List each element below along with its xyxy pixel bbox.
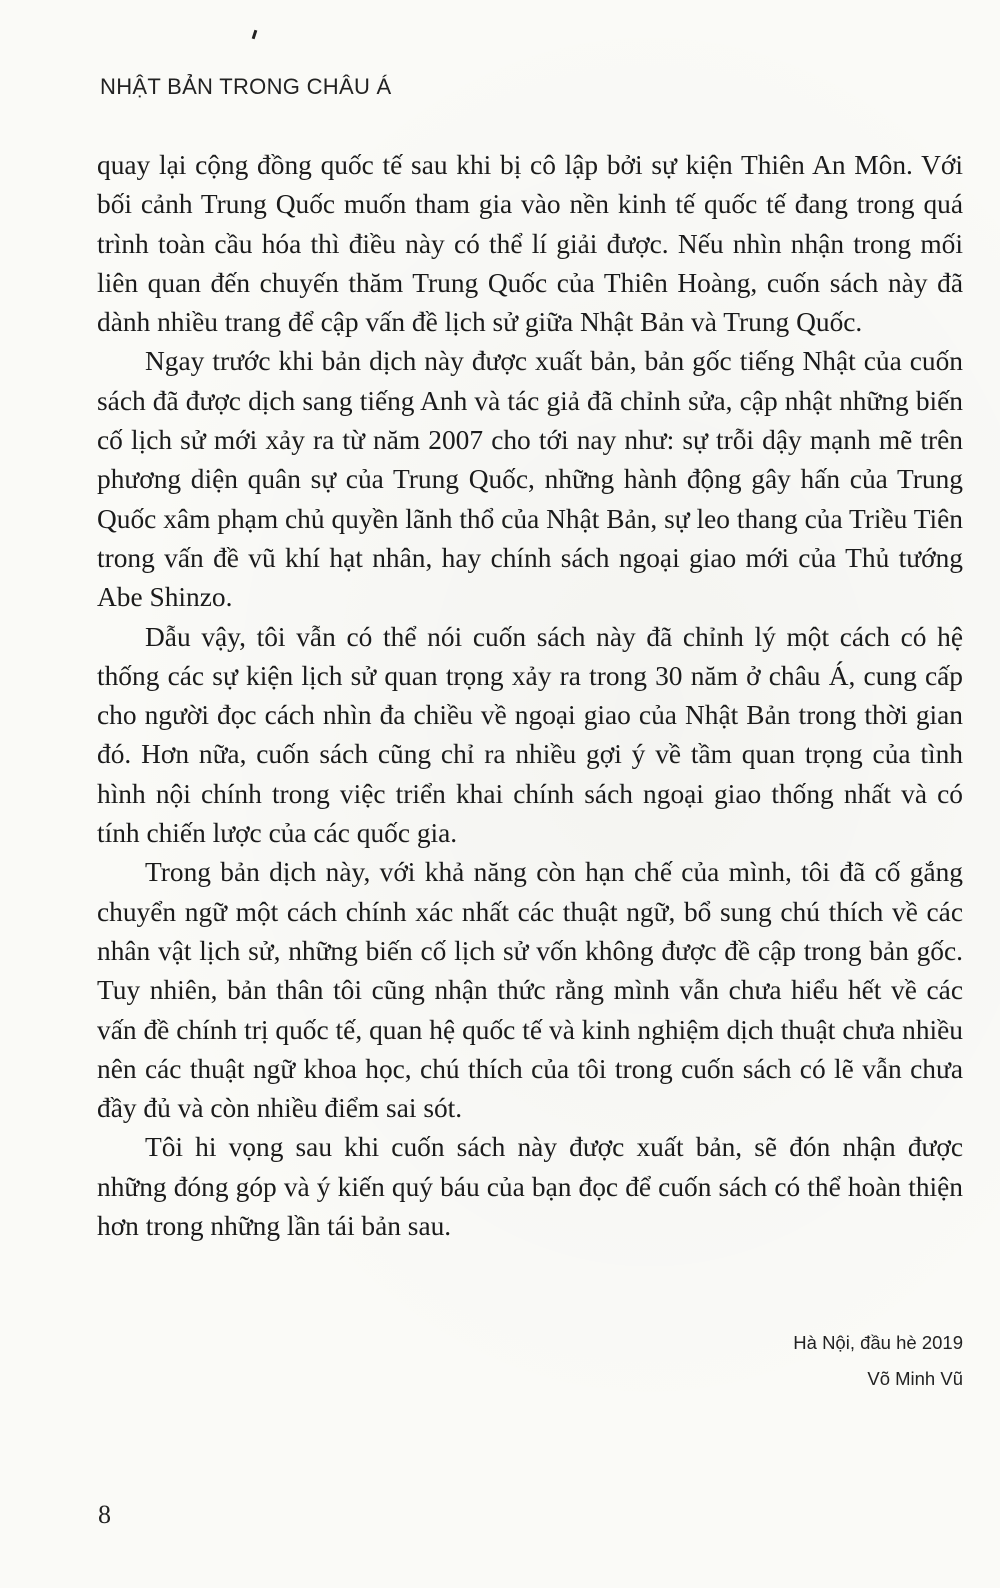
signoff-author: Võ Minh Vũ: [867, 1368, 963, 1389]
paragraph-2: Ngay trước khi bản dịch này được xuất bản, bản gốc tiếng Nhật của cuốn sách đã được dịch sang tiếng Anh và tác giả đã chỉnh sửa, cập nhật những biến cố lịch sử mới xảy ra từ năm 2007 cho tới nay như: sự trỗi dậy mạnh mẽ trên phương diện quân sự của Trung Quốc, những hành động gây hấn của Trung Quốc xâm phạm chủ quyền lãnh thổ của Nhật Bản, sự leo thang của Triều Tiên trong vấn đề vũ khí hạt nhân, hay chính sách ngoại giao mới của Thủ tướng Abe Shinzo.: [97, 346, 963, 613]
paragraph-4: Trong bản dịch này, với khả năng còn hạn chế của mình, tôi đã cố gắng chuyển ngữ một cách chính xác nhất các thuật ngữ, bổ sung chú thích về các nhân vật lịch sử, những biến cố lịch sử vốn không được đề cập trong bản gốc. Tuy nhiên, bản thân tôi cũng nhận thức rằng mình vẫn chưa hiểu hết về các vấn đề chính trị quốc tế, quan hệ quốc tế và kinh nghiệm dịch thuật chưa nhiều nên các thuật ngữ khoa học, chú thích của tôi trong cuốn sách có lẽ vẫn chưa đầy đủ và còn nhiều điểm sai sót.: [97, 857, 963, 1124]
paragraph-5: Tôi hi vọng sau khi cuốn sách này được xuất bản, sẽ đón nhận được những đóng góp và ý kiến quý báu của bạn đọc để cuốn sách có thể hoàn thiện hơn trong những lần tái bản sau.: [97, 1132, 963, 1242]
running-head: NHẬT BẢN TRONG CHÂU Á: [100, 74, 392, 99]
signoff-place-date: Hà Nội, đầu hè 2019: [793, 1332, 963, 1353]
paragraph-1: quay lại cộng đồng quốc tế sau khi bị cô lập bởi sự kiện Thiên An Môn. Với bối cảnh Trung Quốc muốn tham gia vào nền kinh tế quốc tế đang trong quá trình toàn cầu hóa thì điều này có thể lí giải được. Nếu nhìn nhận trong mối liên quan đến chuyến thăm Trung Quốc của Thiên Hoàng, cuốn sách này đã dành nhiều trang để cập vấn đề lịch sử giữa Nhật Bản và Trung Quốc.: [97, 150, 963, 338]
page-number: 8: [98, 1500, 111, 1529]
signoff: [793, 1325, 963, 1397]
body-text: [97, 146, 963, 1246]
margin-mark: [252, 30, 258, 39]
paragraph-3: Dẫu vậy, tôi vẫn có thể nói cuốn sách này đã chỉnh lý một cách có hệ thống các sự kiện lịch sử quan trọng xảy ra trong 30 năm ở châu Á, cung cấp cho người đọc cách nhìn đa chiều về ngoại giao của Nhật Bản trong thời gian đó. Hơn nữa, cuốn sách cũng chỉ ra nhiều gợi ý về tầm quan trọng của tình hình nội chính trong việc triển khai chính sách ngoại giao thống nhất và có tính chiến lược của các quốc gia.: [97, 621, 963, 849]
